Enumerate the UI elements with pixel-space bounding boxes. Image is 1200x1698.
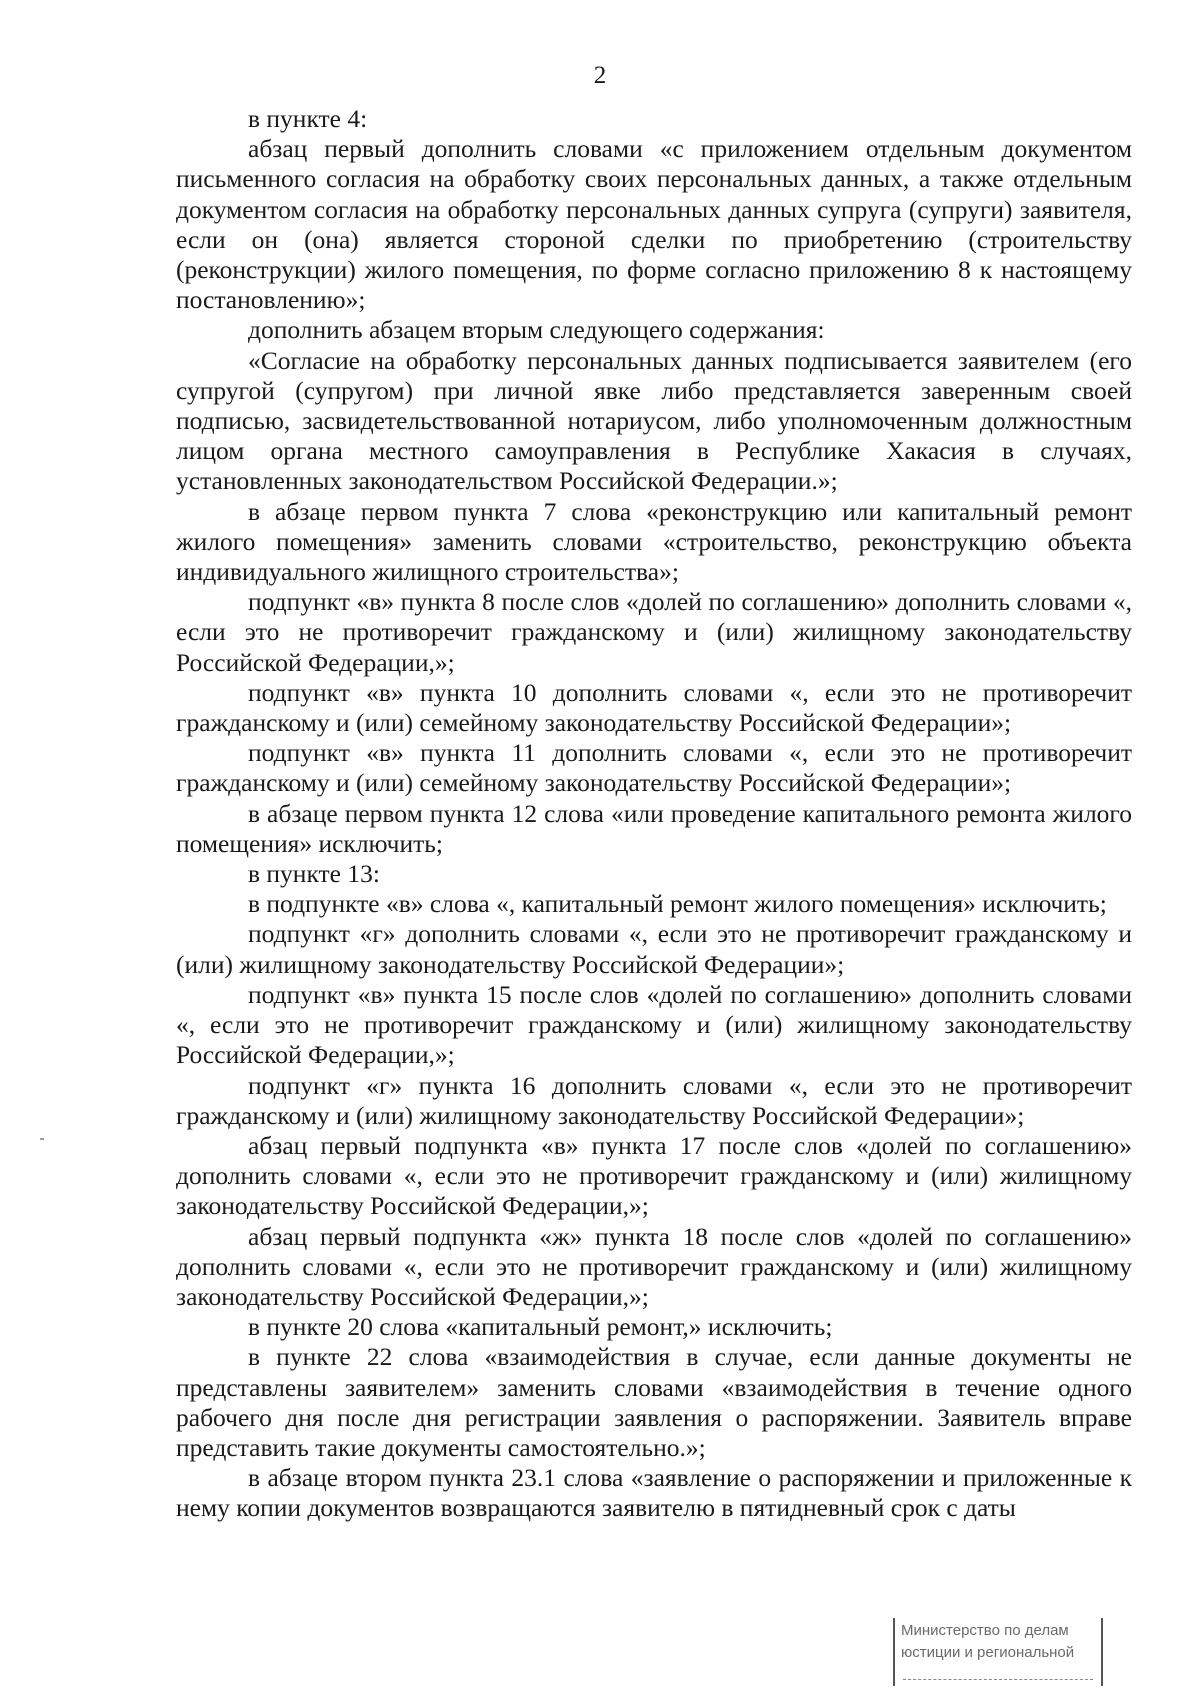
stamp-signature-line (903, 1679, 1093, 1680)
stamp-line: юстиции и региональной (901, 1644, 1075, 1661)
paragraph: в подпункте «в» слова «, капитальный ремонт жилого помещения» исключить; (248, 889, 1107, 919)
paragraph: абзац первый дополнить словами «с приложением отдельным документом письменного согласия на обработку своих персональных данных, а также отдельным документом согласия на обработку персональных данных супруга (супруги) заявителя, если он (она) является стороной сделки по приобретению (строительству (реконструкции) жилого помещения, по форме согласно приложению 8 к настоящему постановлению»; (176, 134, 1132, 315)
paragraph: подпункт «г» пункта 16 дополнить словами «, если это не противоречит гражданскому и (или) жилищному законодательству Российской Федерации»; (176, 1070, 1132, 1130)
paragraph: подпункт «в» пункта 15 после слов «долей по соглашению» дополнить словами «, если это не противоречит гражданскому и (или) жилищному законодательству Российской Федерации,»; (176, 979, 1132, 1070)
ministry-stamp (893, 1618, 1103, 1686)
scan-speck (40, 1138, 44, 1140)
paragraph: «Согласие на обработку персональных данных подписывается заявителем (его супругой (супругом) при личной явке либо представляется заверенным своей подписью, засвидетельствованной нотариусом, либо уполномоченным должностным лицом органа местного самоуправления в Республике Хакасия в случаях, установленных законодательством Российской Федерации.»; (176, 345, 1132, 496)
document-body (176, 104, 1132, 1524)
paragraph: в абзаце первом пункта 7 слова «реконструкцию или капитальный ремонт жилого помещения» заменить словами «строительство, реконструкцию объекта индивидуального жилищного строительства»; (176, 496, 1132, 587)
paragraph: дополнить абзацем вторым следующего содержания: (248, 315, 825, 345)
paragraph: подпункт «г» дополнить словами «, если это не противоречит гражданскому и (или) жилищному законодательству Российской Федерации»; (176, 919, 1132, 979)
paragraph: абзац первый подпункта «ж» пункта 18 после слов «долей по соглашению» дополнить словами «, если это не противоречит гражданскому и (или) жилищному законодательству Российской Федерации,»; (176, 1221, 1132, 1311)
paragraph: в пункте 20 слова «капитальный ремонт,» исключить; (248, 1312, 833, 1342)
page-number: 2 (593, 62, 607, 89)
paragraph: абзац первый подпункта «в» пункта 17 после слов «долей по соглашению» дополнить словами «, если это не противоречит гражданскому и (или) жилищному законодательству Российской Федерации,»; (176, 1130, 1132, 1221)
stamp-line: Министерство по делам (901, 1622, 1069, 1639)
paragraph: в абзаце первом пункта 12 слова «или проведение капитального ремонта жилого помещения» исключить; (176, 798, 1132, 858)
paragraph: в абзаце втором пункта 23.1 слова «заявление о распоряжении и приложенные к нему копии документов возвращаются заявителю в пятидневный срок с даты (176, 1463, 1132, 1523)
paragraph: в пункте 13: (248, 859, 380, 889)
paragraph: подпункт «в» пункта 10 дополнить словами «, если это не противоречит гражданскому и (или) семейному законодательству Российской Федерации»; (176, 677, 1132, 738)
paragraph: подпункт «в» пункта 8 после слов «долей по соглашению» дополнить словами «, если это не противоречит гражданскому и (или) жилищному законодательству Российской Федерации,»; (176, 587, 1132, 677)
paragraph: в пункте 4: (248, 104, 368, 133)
paragraph: в пункте 22 слова «взаимодействия в случае, если данные документы не представлены заявителем» заменить словами «взаимодействия в течение одного рабочего дня после дня регистрации заявления о распоряжении. Заявитель вправе представить такие документы самостоятельно.»; (176, 1342, 1132, 1462)
paragraph: подпункт «в» пункта 11 дополнить словами «, если это не противоречит гражданскому и (или) семейному законодательству Российской Федерации»; (176, 738, 1132, 798)
